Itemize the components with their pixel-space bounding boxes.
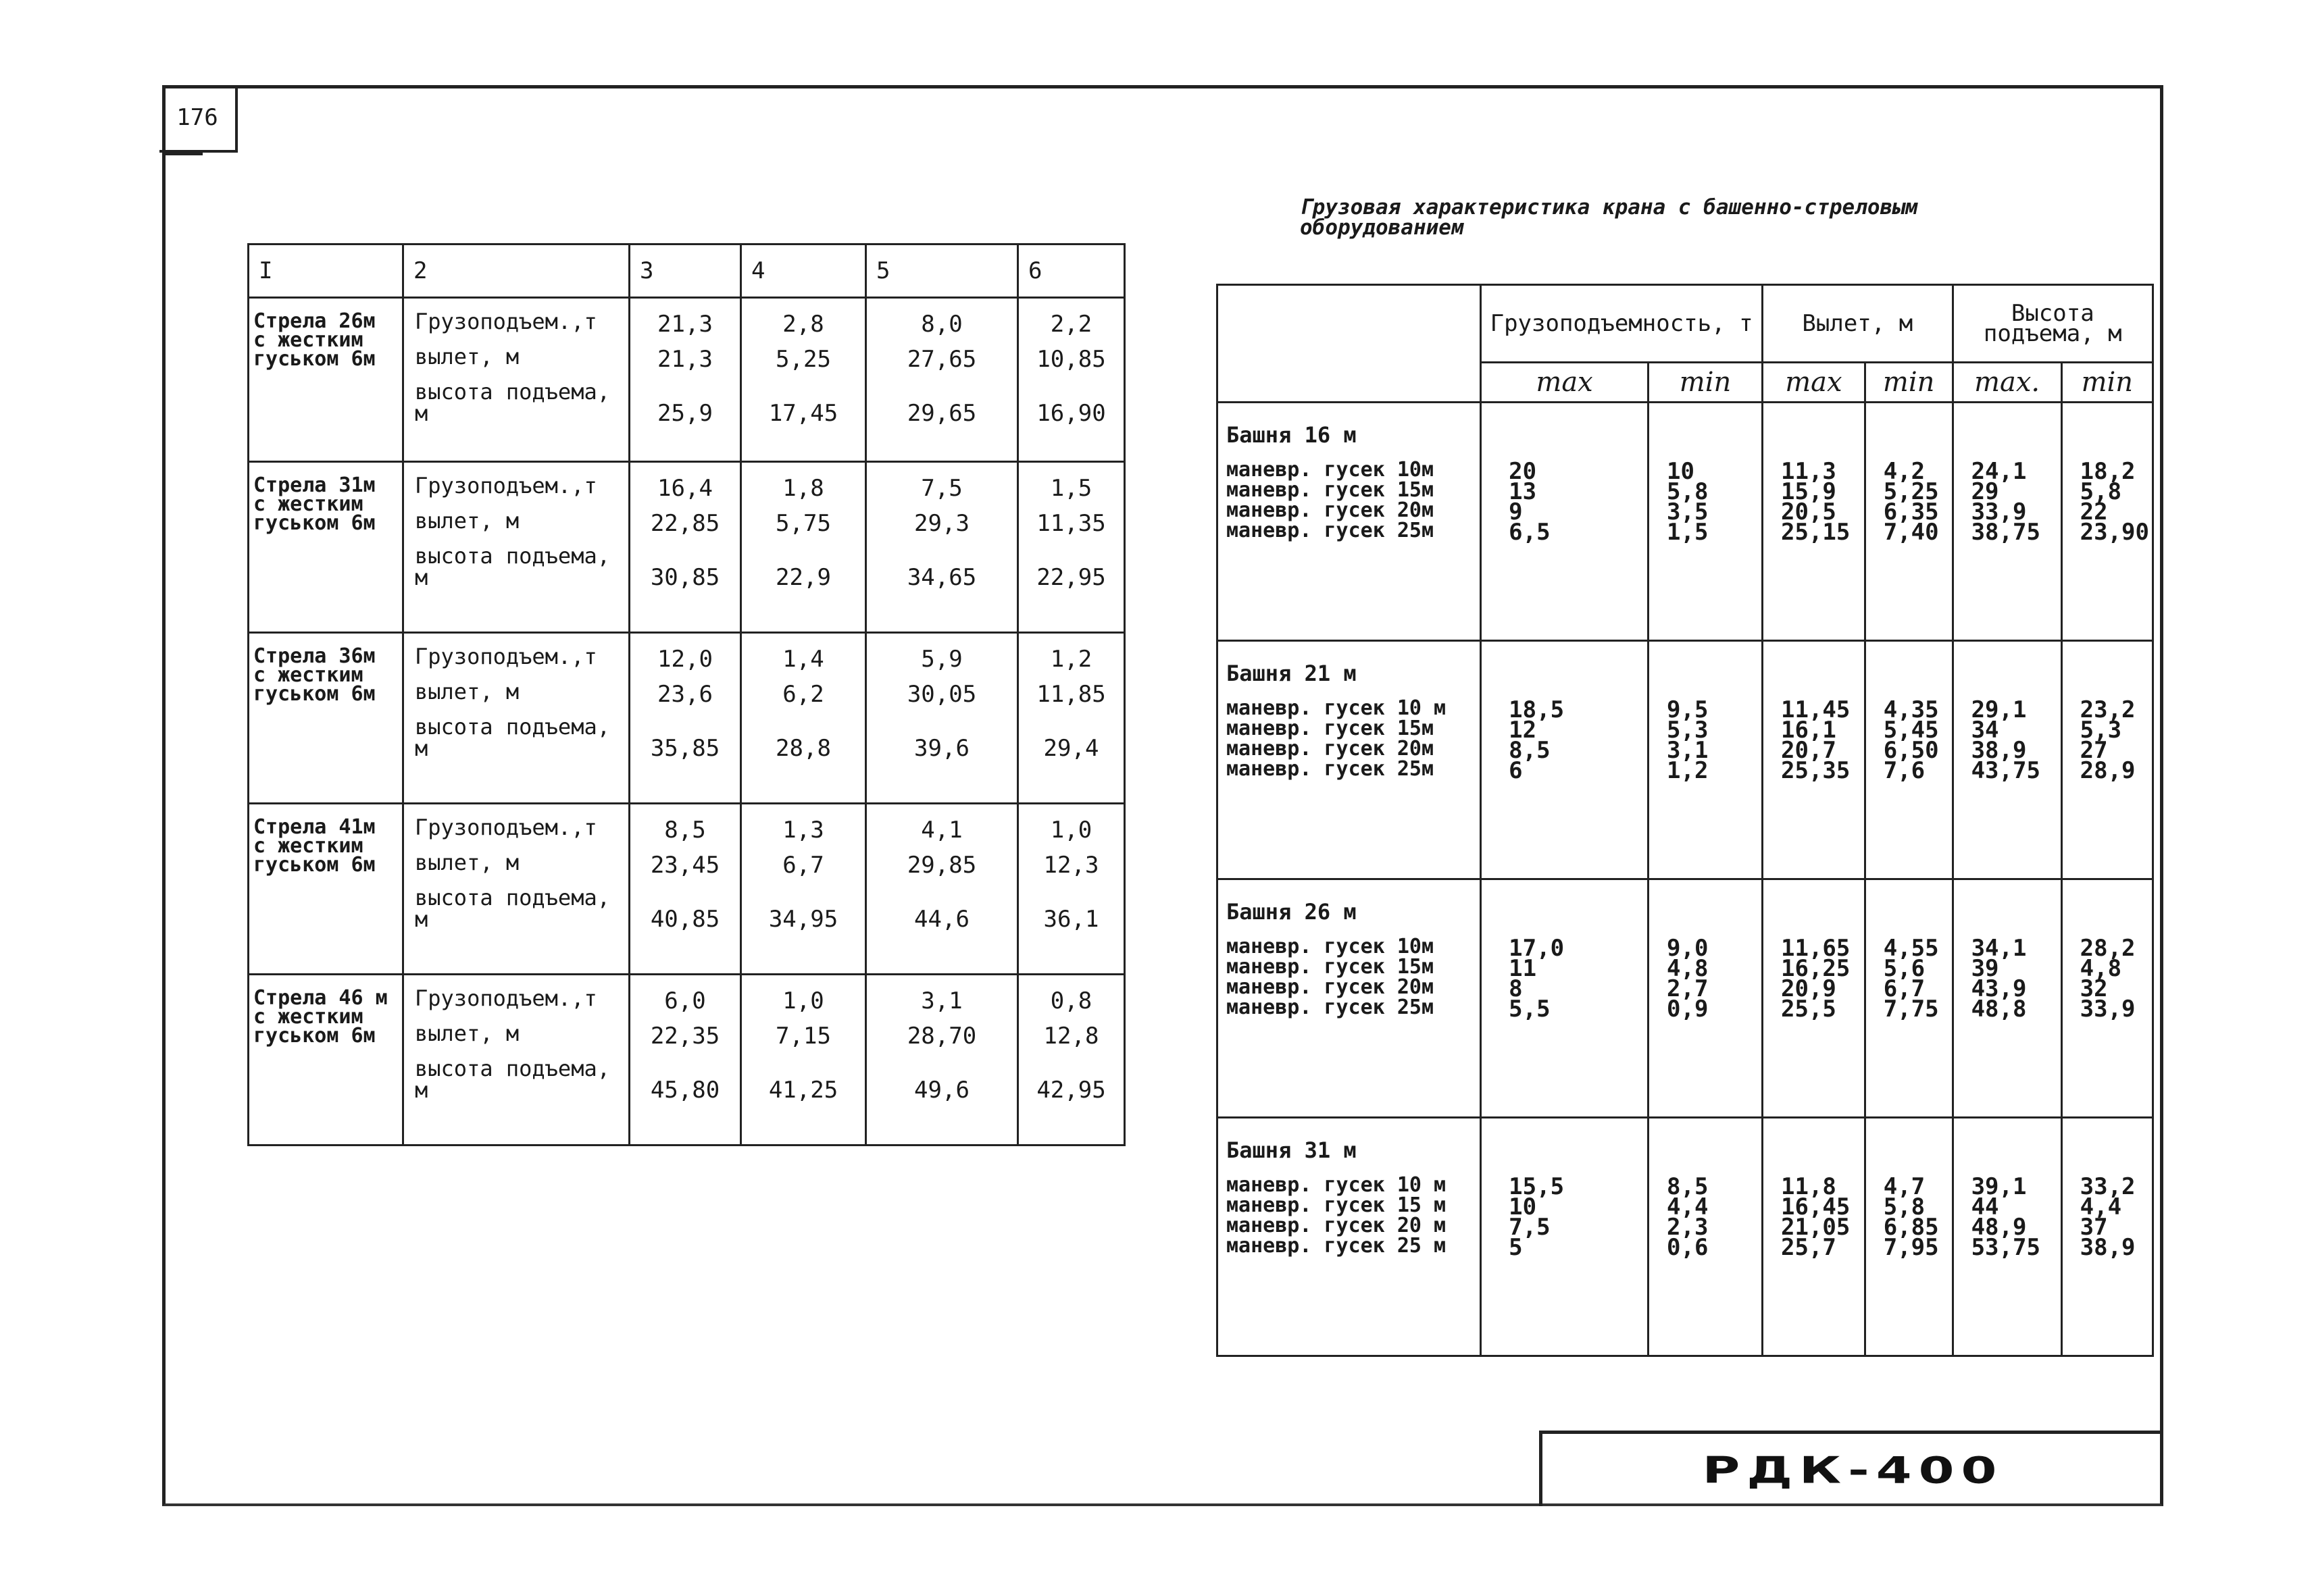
param-label: Грузоподъем.,т [415, 815, 597, 840]
jib-mode-label: маневр. гусек 20м [1226, 737, 1434, 761]
col-header: 6 [1018, 244, 1125, 298]
value: 27 [2080, 737, 2108, 764]
boom-row [249, 633, 1125, 804]
value-cell [630, 462, 741, 633]
param-cell [403, 804, 630, 975]
value: 5,8 [2080, 478, 2122, 505]
value: 4,7 [1883, 1173, 1926, 1200]
tower-row [1217, 641, 2153, 879]
value: 11 [1509, 955, 1537, 982]
value-cell [2061, 879, 2153, 1118]
value-cell [1865, 641, 1953, 879]
tower-name: Башня 21 м [1226, 661, 1357, 686]
value: 3,5 [1667, 498, 1709, 525]
value: 34,1 [1971, 935, 2027, 962]
value: 29 [1971, 478, 1999, 505]
tower-row [1217, 1118, 2153, 1356]
value-cell [2061, 403, 2153, 641]
value: 45,80 [650, 1077, 720, 1104]
value: 48,9 [1971, 1214, 2027, 1241]
value: 48,8 [1971, 996, 2027, 1023]
jib-mode-label: маневр. гусек 15м [1226, 955, 1434, 979]
value-cell [1481, 641, 1649, 879]
param-label: высота подъема, м [415, 885, 610, 932]
value: 12,0 [657, 646, 713, 673]
value: 34 [1971, 717, 1999, 744]
value: 5,8 [1883, 1193, 1926, 1220]
value: 20,9 [1781, 975, 1836, 1002]
value-cell [1481, 1118, 1649, 1356]
value: 7,5 [1509, 1214, 1551, 1241]
value: 22,95 [1036, 564, 1106, 591]
value: 1,4 [782, 646, 824, 673]
value-cell [630, 804, 741, 975]
value: 3,1 [1667, 737, 1709, 764]
value: 4,8 [2080, 955, 2122, 982]
group-header: Вылет, м [1763, 285, 1953, 363]
value-cell [630, 633, 741, 804]
value-cell [1649, 879, 1763, 1118]
param-label: вылет, м [415, 850, 520, 875]
sub-header: max [1763, 363, 1865, 403]
value: 5,25 [776, 346, 831, 373]
value: 5,6 [1883, 955, 1926, 982]
value: 2,7 [1667, 975, 1709, 1002]
value: 1,5 [1667, 519, 1709, 546]
value-cell [1018, 298, 1125, 462]
value: 20,7 [1781, 737, 1836, 764]
param-cell [403, 462, 630, 633]
value: 29,65 [907, 400, 977, 427]
value: 44 [1971, 1193, 1999, 1220]
value: 8,5 [1667, 1173, 1709, 1200]
value: 39,6 [914, 735, 970, 762]
jib-mode-label: маневр. гусек 20 м [1226, 1214, 1447, 1237]
value: 4,55 [1883, 935, 1939, 962]
value-cell [1763, 403, 1865, 641]
value: 21,05 [1781, 1214, 1851, 1241]
value: 13 [1509, 478, 1537, 505]
value-cell [1953, 641, 2061, 879]
value: 38,9 [1971, 737, 2027, 764]
param-label: вылет, м [415, 679, 520, 704]
value: 1,0 [1050, 817, 1092, 844]
value: 22 [2080, 498, 2108, 525]
boom-load-table [247, 243, 1126, 1146]
value-cell [1953, 403, 2061, 641]
value: 1,2 [1050, 646, 1092, 673]
value: 49,6 [914, 1077, 970, 1104]
param-label: Грузоподъем.,т [415, 644, 597, 669]
value: 32 [2080, 975, 2108, 1002]
title-block-stamp [1539, 1431, 2163, 1506]
value: 20 [1509, 458, 1537, 485]
value-cell [2061, 641, 2153, 879]
value: 0,8 [1050, 987, 1092, 1014]
jib-mode-label: маневр. гусек 10м [1226, 458, 1434, 482]
jib-mode-label: маневр. гусек 10 м [1226, 1173, 1447, 1197]
value: 15,9 [1781, 478, 1836, 505]
value: 40,85 [650, 906, 720, 933]
boom-label: Стрела 31м с жестким гуськом 6м [249, 462, 403, 633]
param-cell [403, 975, 630, 1145]
value: 29,4 [1043, 735, 1099, 762]
tower-name: Башня 31 м [1226, 1137, 1357, 1163]
value: 1,2 [1667, 757, 1709, 784]
value: 18,5 [1509, 696, 1565, 723]
col-header: 3 [630, 244, 741, 298]
value: 11,3 [1781, 458, 1836, 485]
value: 12,8 [1043, 1023, 1099, 1050]
value: 6,7 [782, 852, 824, 879]
value-cell [1865, 403, 1953, 641]
value: 7,6 [1883, 757, 1926, 784]
value: 43,9 [1971, 975, 2027, 1002]
value: 9,0 [1667, 935, 1709, 962]
jib-mode-label: маневр. гусек 10м [1226, 935, 1434, 958]
value: 7,5 [921, 475, 963, 502]
value-cell [1953, 879, 2061, 1118]
value: 44,6 [914, 906, 970, 933]
value-cell [630, 298, 741, 462]
value: 5,9 [921, 646, 963, 673]
sub-header: max. [1953, 363, 2061, 403]
value-cell [1649, 641, 1763, 879]
value: 11,8 [1781, 1173, 1836, 1200]
value: 30,05 [907, 681, 977, 708]
value: 43,75 [1971, 757, 2040, 784]
value-cell [1018, 975, 1125, 1145]
value-cell [1763, 879, 1865, 1118]
value: 23,2 [2080, 696, 2136, 723]
boom-row [249, 975, 1125, 1145]
column-number-row [249, 244, 1125, 298]
value: 27,65 [907, 346, 977, 373]
value: 6,50 [1883, 737, 1939, 764]
value: 2,2 [1050, 311, 1092, 338]
value: 30,85 [650, 564, 720, 591]
value: 17,0 [1509, 935, 1565, 962]
sub-header: min [1649, 363, 1763, 403]
value-cell [2061, 1118, 2153, 1356]
value-cell [1649, 1118, 1763, 1356]
value: 38,9 [2080, 1234, 2136, 1261]
value-cell [1481, 403, 1649, 641]
boom-row [249, 298, 1125, 462]
value: 18,2 [2080, 458, 2136, 485]
boom-row [249, 804, 1125, 975]
value: 7,75 [1883, 996, 1939, 1023]
param-label: вылет, м [415, 508, 520, 534]
group-header: Высота подъема, м [1953, 285, 2153, 363]
value: 12,3 [1043, 852, 1099, 879]
boom-label: Стрела 36м с жестким гуськом 6м [249, 633, 403, 804]
value: 28,8 [776, 735, 831, 762]
boom-label: Стрела 41м с жестким гуськом 6м [249, 804, 403, 975]
value: 1,0 [782, 987, 824, 1014]
value-cell [1018, 462, 1125, 633]
col-header: 4 [741, 244, 866, 298]
value: 41,25 [768, 1077, 838, 1104]
value-cell [741, 298, 866, 462]
boom-row [249, 462, 1125, 633]
value: 10,85 [1036, 346, 1106, 373]
tower-cell [1217, 879, 1481, 1118]
right-table-title: Грузовая характеристика крана с башенно-стреловым оборудованием [1300, 195, 1918, 240]
value-cell [741, 633, 866, 804]
value: 42,95 [1036, 1077, 1106, 1104]
value: 5,5 [1509, 996, 1551, 1023]
value: 29,3 [914, 510, 970, 537]
jib-mode-label: маневр. гусек 25 м [1226, 1234, 1447, 1258]
value-cell [1481, 879, 1649, 1118]
value: 33,2 [2080, 1173, 2136, 1200]
jib-mode-label: маневр. гусек 15 м [1226, 1193, 1447, 1217]
value: 6 [1509, 757, 1523, 784]
value: 16,1 [1781, 717, 1836, 744]
value: 6,7 [1883, 975, 1926, 1002]
value: 16,45 [1781, 1193, 1851, 1220]
value: 29,1 [1971, 696, 2027, 723]
value: 8 [1509, 975, 1523, 1002]
jib-mode-label: маневр. гусек 25м [1226, 519, 1434, 542]
boom-label: Стрела 26м с жестким гуськом 6м [249, 298, 403, 462]
value: 22,9 [776, 564, 831, 591]
value: 2,8 [782, 311, 824, 338]
value: 5,3 [2080, 717, 2122, 744]
sub-header: max [1481, 363, 1649, 403]
value: 9,5 [1667, 696, 1709, 723]
value: 53,75 [1971, 1234, 2040, 1261]
value-cell [1865, 1118, 1953, 1356]
param-label: высота подъема, м [415, 714, 610, 761]
value: 36,1 [1043, 906, 1099, 933]
param-label: Грузоподъем.,т [415, 309, 597, 334]
value: 4,4 [2080, 1193, 2122, 1220]
value: 25,7 [1781, 1234, 1836, 1261]
value: 1,5 [1050, 475, 1092, 502]
blank-header-cell [1217, 285, 1481, 403]
value-cell [1763, 641, 1865, 879]
value: 5,75 [776, 510, 831, 537]
jib-mode-label: маневр. гусек 25м [1226, 757, 1434, 781]
value: 2,3 [1667, 1214, 1709, 1241]
value: 24,1 [1971, 458, 2027, 485]
value: 1,8 [782, 475, 824, 502]
value: 38,75 [1971, 519, 2040, 546]
value: 10 [1667, 458, 1694, 485]
value: 5,8 [1667, 478, 1709, 505]
param-label: вылет, м [415, 344, 520, 369]
value: 7,95 [1883, 1234, 1939, 1261]
col-header: I [249, 244, 403, 298]
value-cell [866, 298, 1018, 462]
value: 34,65 [907, 564, 977, 591]
jib-mode-label: маневр. гусек 20м [1226, 498, 1434, 522]
param-label: высота подъема, м [415, 543, 610, 590]
value: 22,35 [650, 1023, 720, 1050]
crane-model-label: РДК-400 [1702, 1448, 2004, 1492]
value: 16,90 [1036, 400, 1106, 427]
value: 28,9 [2080, 757, 2136, 784]
value: 6,5 [1509, 519, 1551, 546]
param-label: вылет, м [415, 1021, 520, 1046]
value-cell [1649, 403, 1763, 641]
value: 5,3 [1667, 717, 1709, 744]
value: 8,0 [921, 311, 963, 338]
sub-header: min [2061, 363, 2153, 403]
value: 5,25 [1883, 478, 1939, 505]
value: 4,35 [1883, 696, 1939, 723]
value: 7,40 [1883, 519, 1939, 546]
value: 22,85 [650, 510, 720, 537]
value: 25,35 [1781, 757, 1851, 784]
value-cell [1953, 1118, 2061, 1356]
value: 25,5 [1781, 996, 1836, 1023]
value: 28,2 [2080, 935, 2136, 962]
value: 0,6 [1667, 1234, 1709, 1261]
tower-name: Башня 26 м [1226, 899, 1357, 925]
tower-cell [1217, 403, 1481, 641]
value: 23,6 [657, 681, 713, 708]
tower-row [1217, 879, 2153, 1118]
jib-mode-label: маневр. гусек 15м [1226, 478, 1434, 502]
value-cell [866, 633, 1018, 804]
value: 12 [1509, 717, 1537, 744]
group-header: Грузоподъемность, т [1481, 285, 1763, 363]
value: 28,70 [907, 1023, 977, 1050]
param-cell [403, 298, 630, 462]
value: 29,85 [907, 852, 977, 879]
jib-mode-label: маневр. гусек 25м [1226, 996, 1434, 1019]
tower-name: Башня 16 м [1226, 422, 1357, 448]
value: 33,9 [1971, 498, 2027, 525]
value: 6,2 [782, 681, 824, 708]
value: 37 [2080, 1214, 2108, 1241]
param-label: Грузоподъем.,т [415, 985, 597, 1011]
value: 6,0 [664, 987, 706, 1014]
value: 8,5 [1509, 737, 1551, 764]
value: 21,3 [657, 346, 713, 373]
value: 21,3 [657, 311, 713, 338]
tower-row [1217, 403, 2153, 641]
jib-mode-label: маневр. гусек 15м [1226, 717, 1434, 740]
page-number-tick [162, 153, 203, 155]
value: 17,45 [768, 400, 838, 427]
value: 6,85 [1883, 1214, 1939, 1241]
value-cell [741, 804, 866, 975]
value: 16,4 [657, 475, 713, 502]
value: 0,9 [1667, 996, 1709, 1023]
value-cell [866, 804, 1018, 975]
value: 34,95 [768, 906, 838, 933]
param-cell [403, 633, 630, 804]
value: 7,15 [776, 1023, 831, 1050]
param-label: высота подъема, м [415, 379, 610, 426]
value: 8,5 [664, 817, 706, 844]
value: 5,45 [1883, 717, 1939, 744]
value: 11,65 [1781, 935, 1851, 962]
param-label: высота подъема, м [415, 1056, 610, 1103]
value: 23,45 [650, 852, 720, 879]
value-cell [741, 462, 866, 633]
sub-header: min [1865, 363, 1953, 403]
value-cell [1865, 879, 1953, 1118]
param-label: Грузоподъем.,т [415, 473, 597, 498]
tower-cell [1217, 1118, 1481, 1356]
value-cell [1763, 1118, 1865, 1356]
value: 4,1 [921, 817, 963, 844]
value: 39 [1971, 955, 1999, 982]
col-header: 5 [866, 244, 1018, 298]
value-cell [866, 462, 1018, 633]
value: 10 [1509, 1193, 1537, 1220]
value: 33,9 [2080, 996, 2136, 1023]
value: 11,45 [1781, 696, 1851, 723]
tower-cell [1217, 641, 1481, 879]
value: 35,85 [650, 735, 720, 762]
value-cell [741, 975, 866, 1145]
value: 4,4 [1667, 1193, 1709, 1220]
value: 4,2 [1883, 458, 1926, 485]
value: 20,5 [1781, 498, 1836, 525]
value-cell [1018, 633, 1125, 804]
value: 23,90 [2080, 519, 2149, 546]
value-cell [630, 975, 741, 1145]
value: 11,85 [1036, 681, 1106, 708]
boom-label: Стрела 46 м с жестким гуськом 6м [249, 975, 403, 1145]
value: 4,8 [1667, 955, 1709, 982]
value: 1,3 [782, 817, 824, 844]
value: 15,5 [1509, 1173, 1565, 1200]
value: 16,25 [1781, 955, 1851, 982]
value: 9 [1509, 498, 1523, 525]
value: 25,9 [657, 400, 713, 427]
jib-mode-label: маневр. гусек 20м [1226, 975, 1434, 999]
value: 6,35 [1883, 498, 1939, 525]
value: 39,1 [1971, 1173, 2027, 1200]
jib-mode-label: маневр. гусек 10 м [1226, 696, 1447, 720]
value: 11,35 [1036, 510, 1106, 537]
page-number: 176 [159, 85, 238, 153]
tower-load-table [1216, 284, 2154, 1357]
col-header: 2 [403, 244, 630, 298]
value: 5 [1509, 1234, 1523, 1261]
group-header-row [1217, 285, 2153, 363]
value: 25,15 [1781, 519, 1851, 546]
value-cell [1018, 804, 1125, 975]
value: 3,1 [921, 987, 963, 1014]
value-cell [866, 975, 1018, 1145]
